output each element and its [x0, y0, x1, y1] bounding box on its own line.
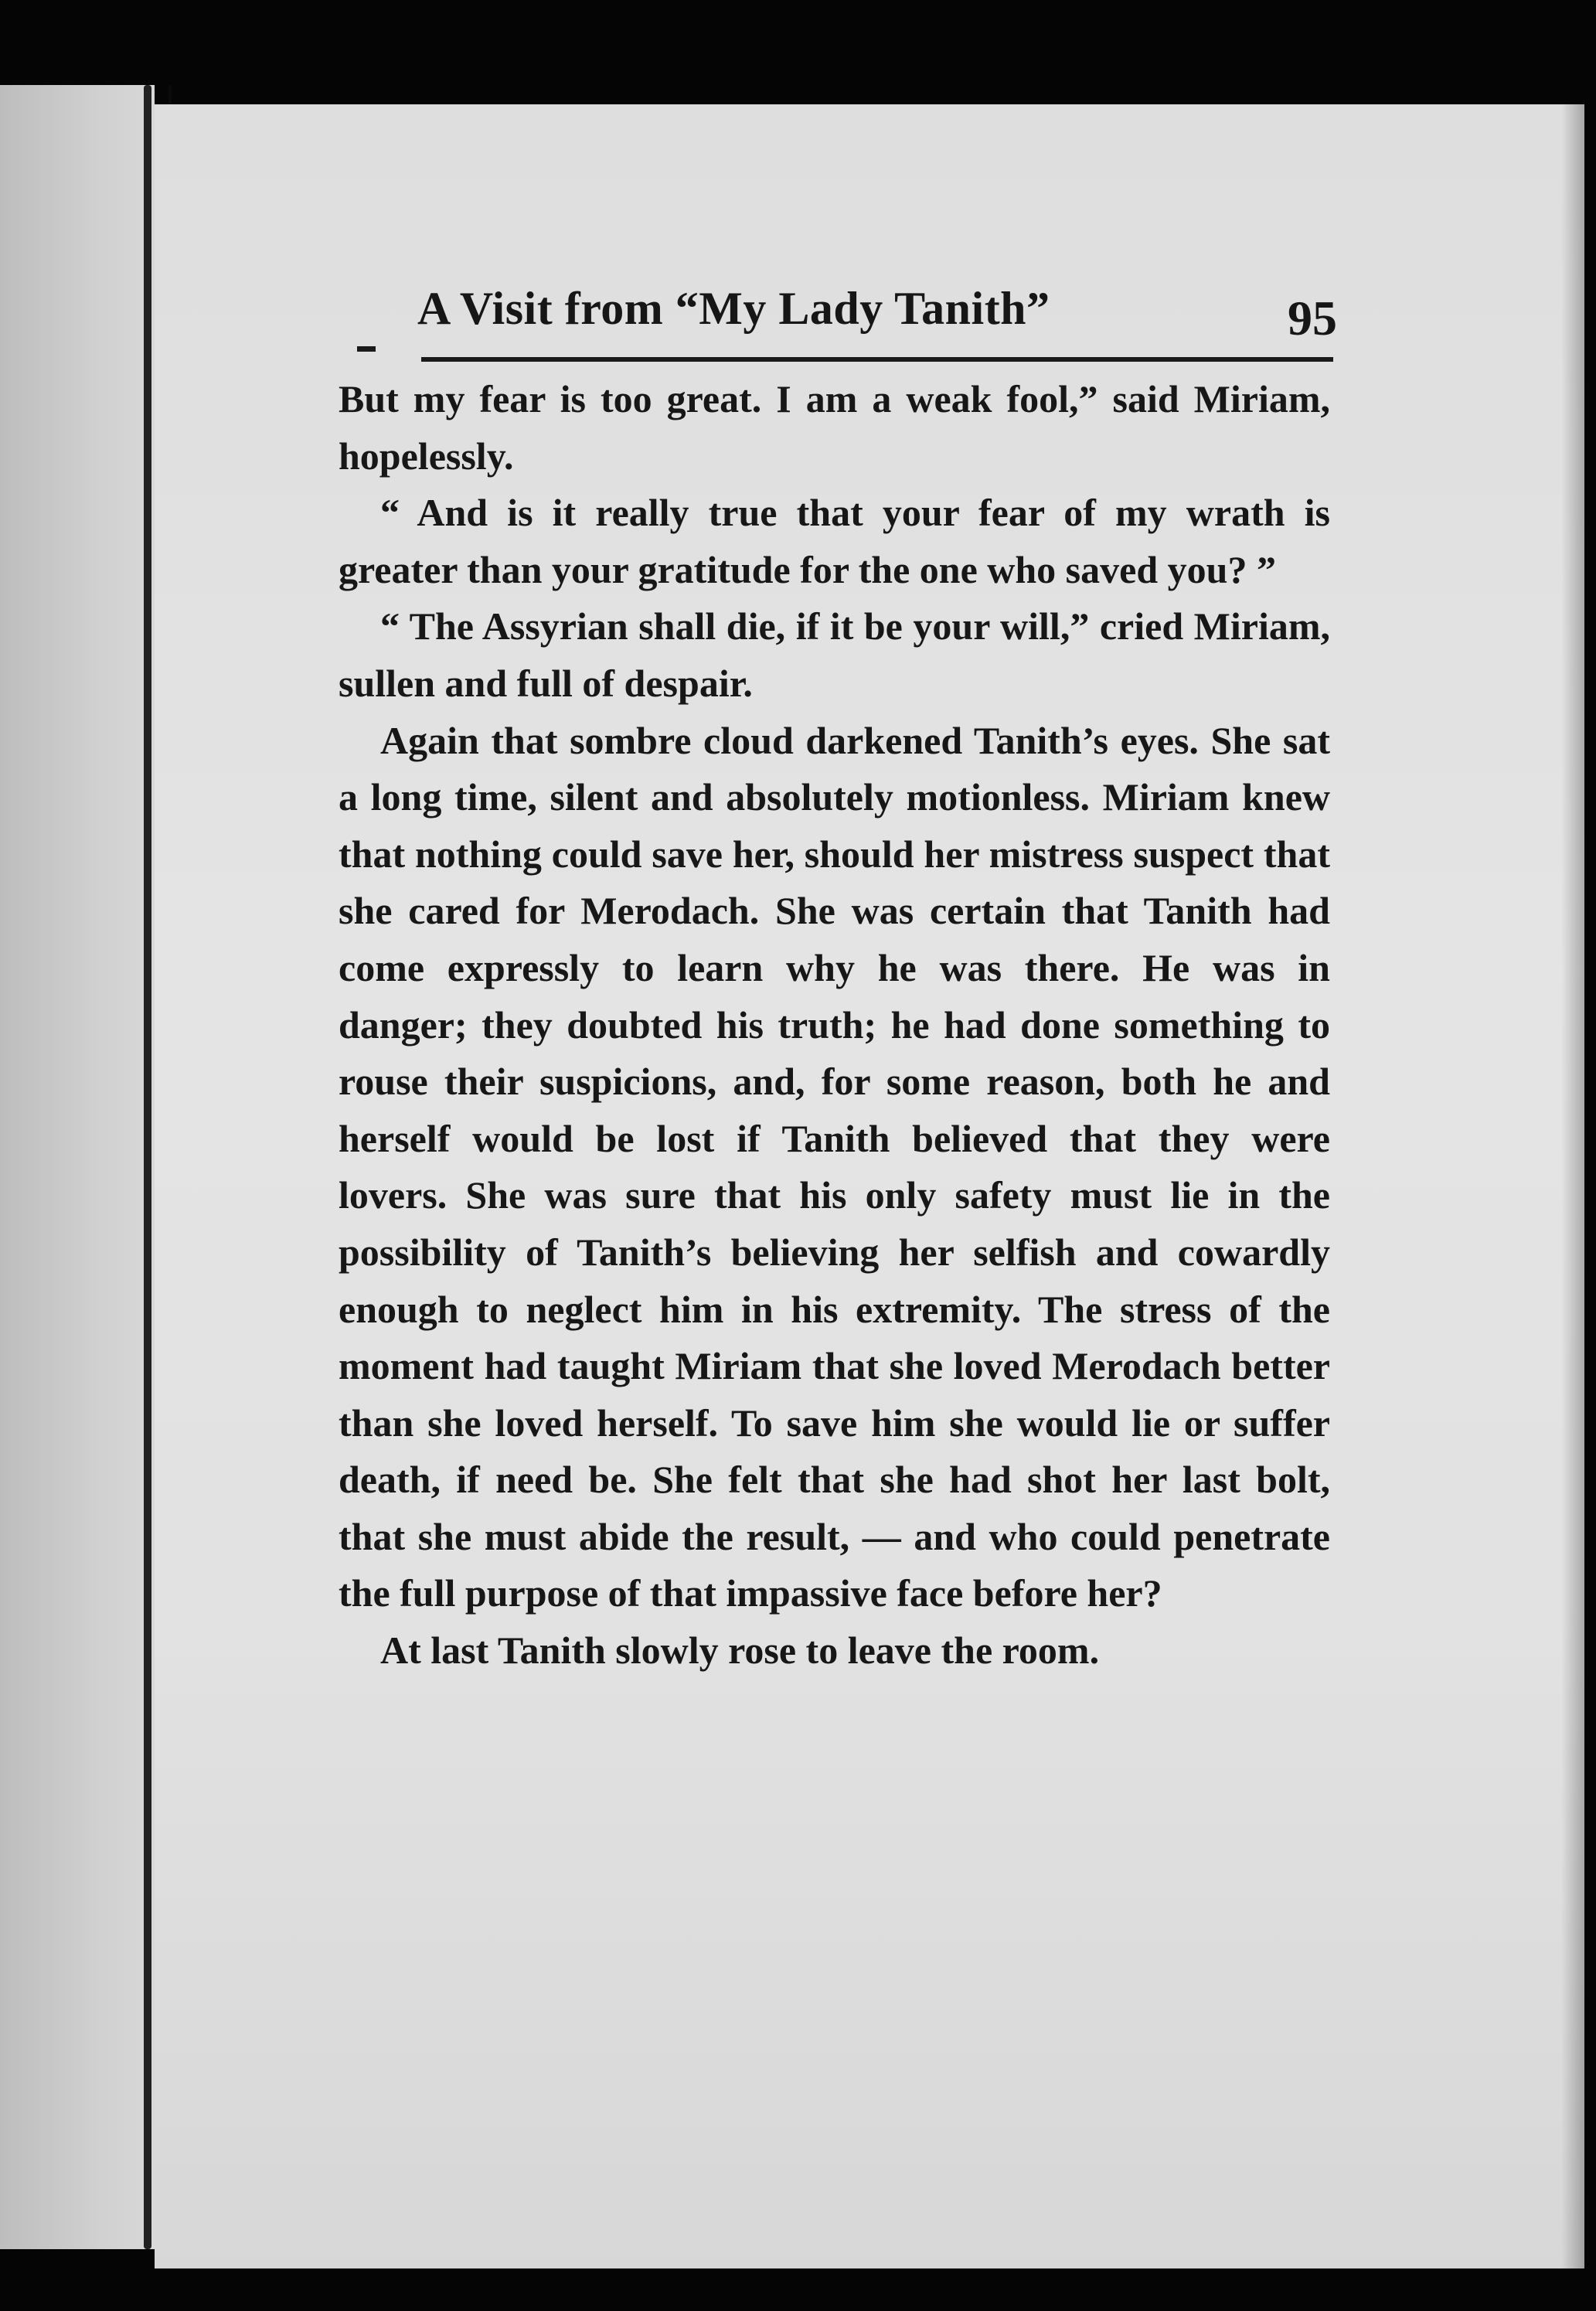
- binding-shadow: [144, 85, 151, 2249]
- page-header: [417, 282, 1337, 344]
- paragraph-4: Again that sombre cloud darkened Tanith’s eyes. She sat a long time, silent and absolutely motionless. Miriam knew that nothing could save her, should her mistress suspect that she cared for Merodach. She was certain that Tanith had come expressly to learn why he was there. He was in danger; they doubted his truth; he had done something to rouse their suspicions, and, for some reason, both he and herself would be lost if Tanith believed that they were lovers. She was sure that his only safety must lie in the possibility of Tanith’s believing her selfish and cowardly enough to neglect him in his extremity. The stress of the moment had taught Miriam that she loved Merodach better than she loved herself. To save him she would lie or suffer death, if need be. She felt that she had shot her last bolt, that she must abide the result, — and who could penetrate the full purpose of that impassive face before her?: [339, 718, 1330, 1615]
- paragraph-5: At last Tanith slowly rose to leave the room.: [380, 1629, 1100, 1673]
- paragraph-3: “ The Assyrian shall die, if it be your will,” cried Miriam, sullen and full of despair.: [339, 604, 1330, 705]
- header-rule: [421, 357, 1333, 362]
- paragraph-2: “ And is it really true that your fear of my wrath is greater than your gratitude for the one who saved you? ”: [339, 491, 1330, 591]
- page-number: 95: [1288, 291, 1337, 345]
- facing-page-edge: [0, 85, 155, 2249]
- page-body: [339, 371, 1330, 1680]
- header-tick-mark: [357, 346, 376, 352]
- running-title: A Visit from “My Lady Tanith”: [417, 283, 1050, 334]
- paragraph-1: But my fear is too great. I am a weak fool,” said Miriam, hopelessly.: [339, 377, 1330, 478]
